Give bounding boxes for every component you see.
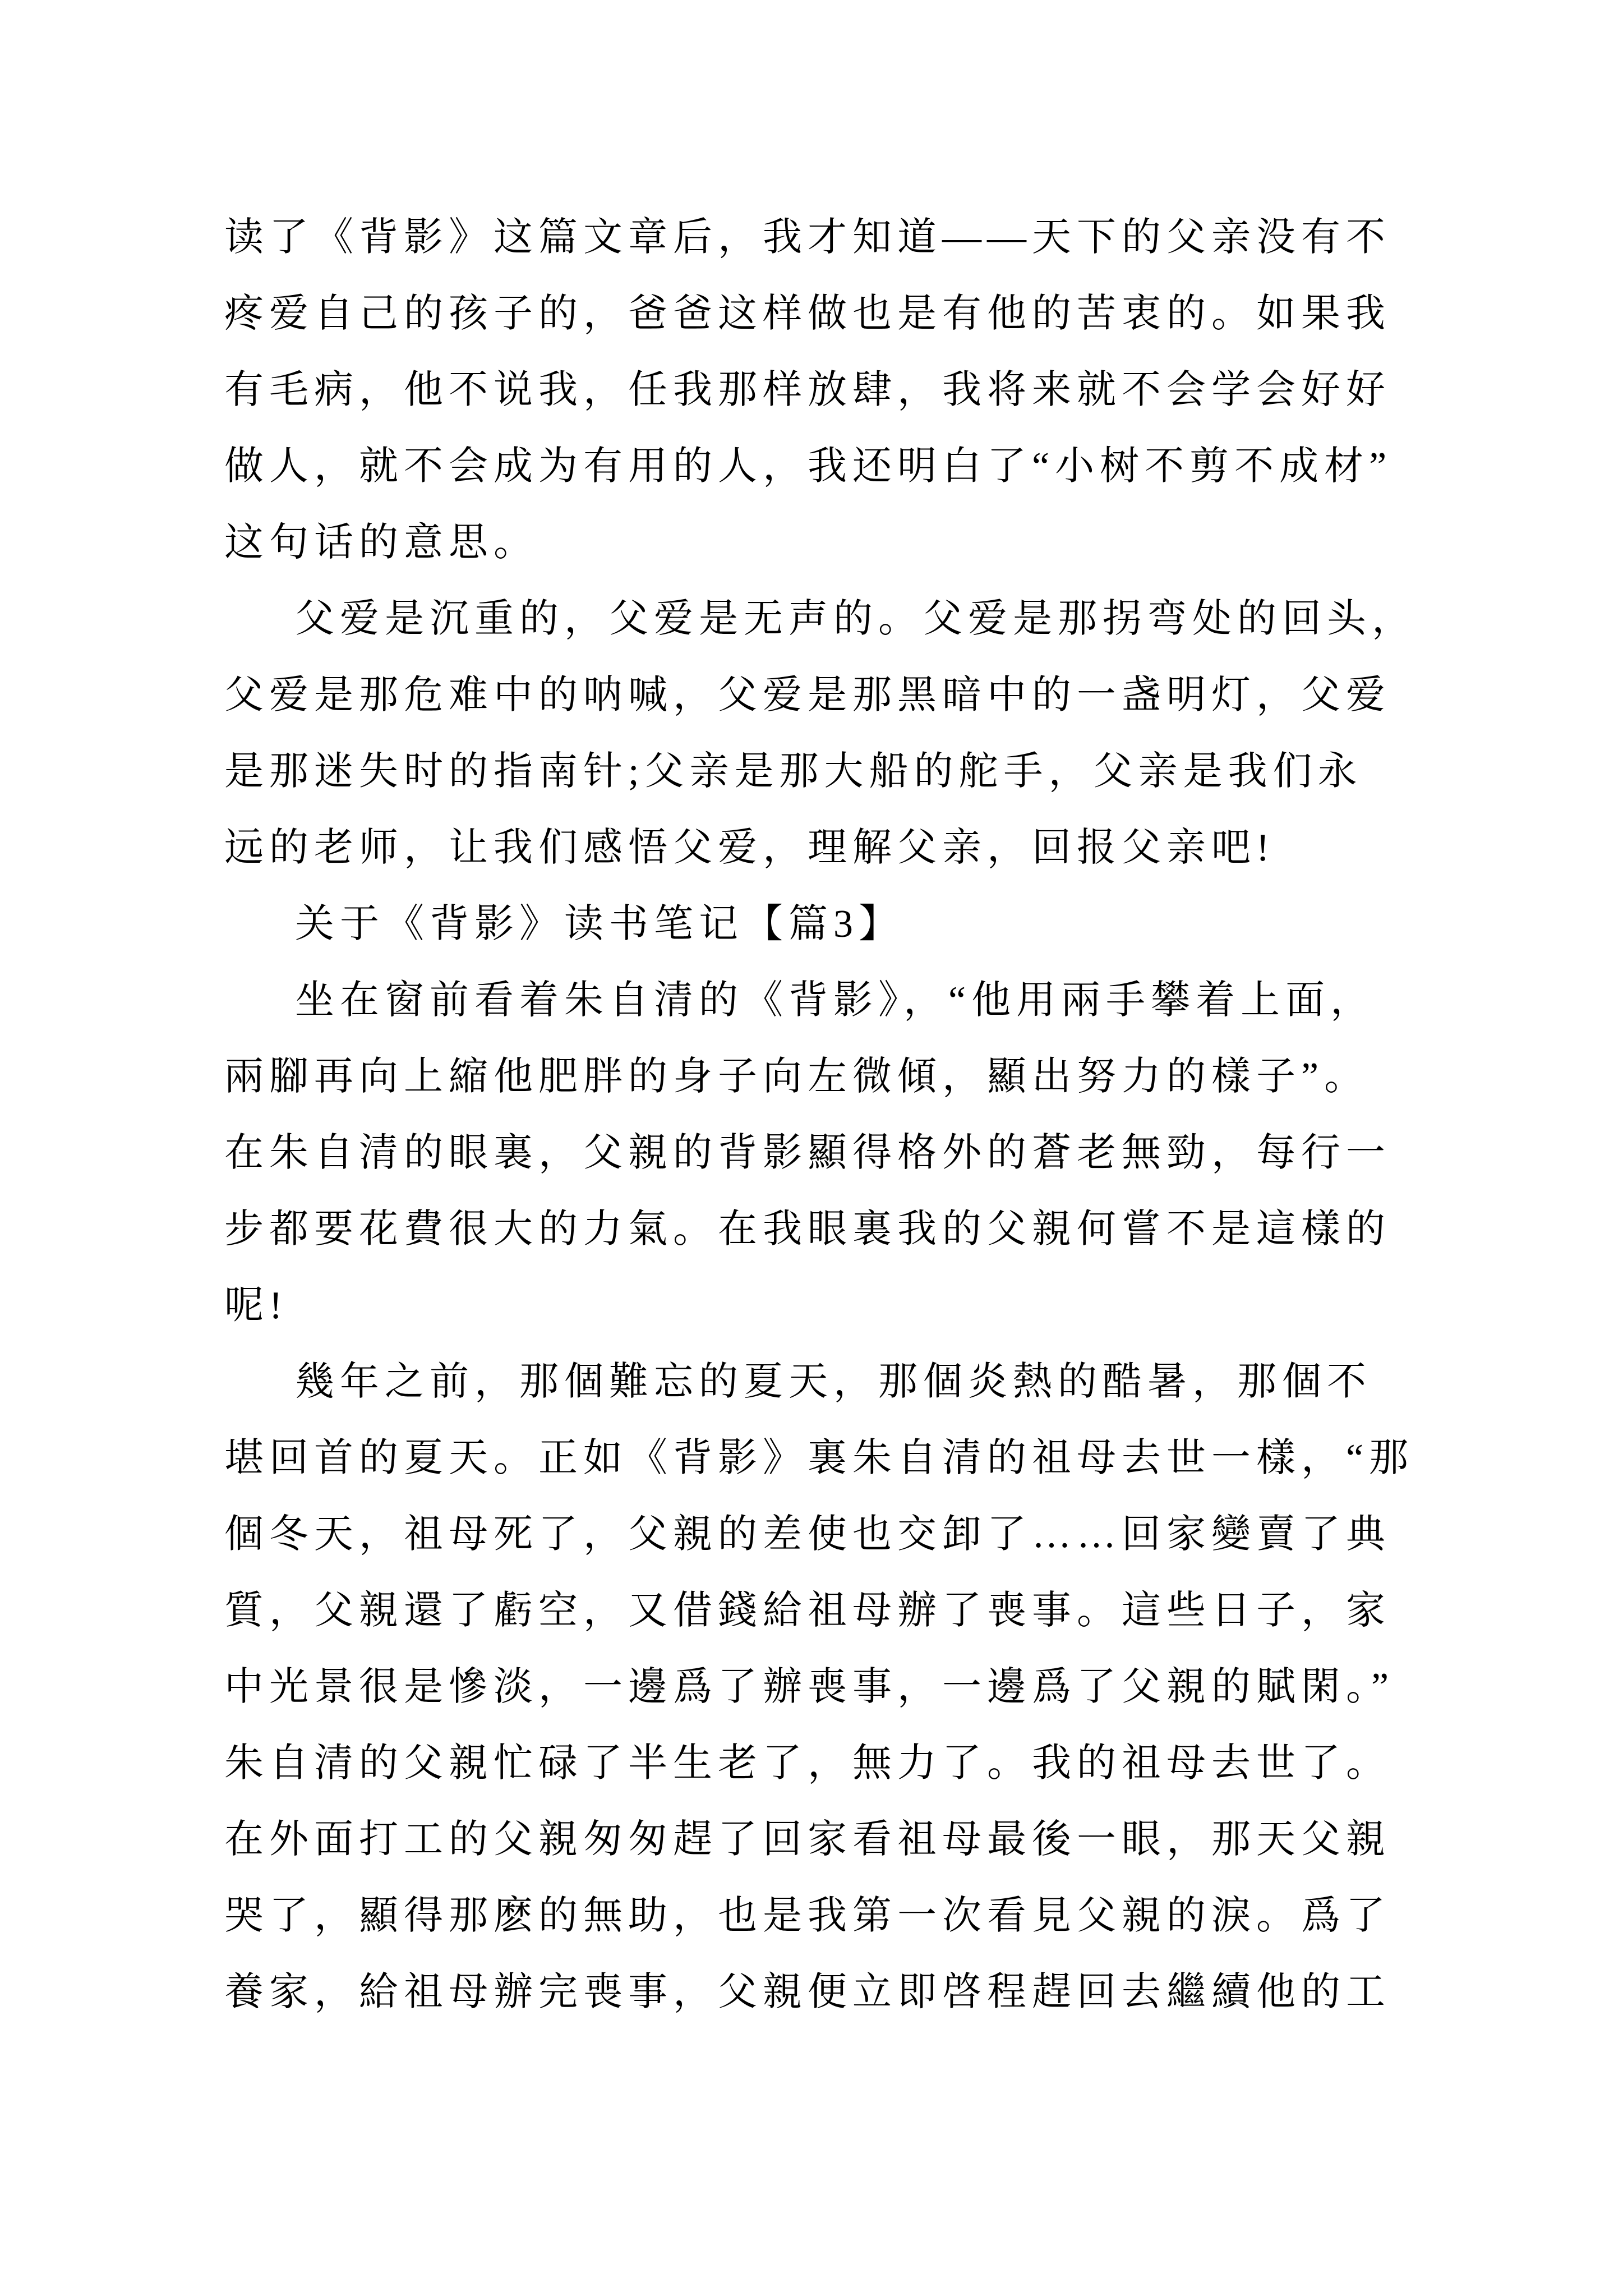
text-line: 这句话的意思。 (224, 521, 538, 564)
text-line: 步都要花費很大的力氣。在我眼裏我的父親何嘗不是這樣的 (224, 1208, 1391, 1251)
text-line: 幾年之前，那個難忘的夏天，那個炎熱的酷暑，那個不 (295, 1360, 1372, 1404)
text-line: 做人，就不会成为有用的人，我还明白了“小树不剪不成材” (224, 445, 1393, 488)
text-line: 呢! (224, 1284, 288, 1327)
text-line: 有毛病，他不说我，任我那样放肆，我将来就不会学会好好 (224, 369, 1391, 412)
text-line: 質，父親還了虧空，又借錢給祖母辦了喪事。這些日子，家 (224, 1589, 1391, 1632)
text-line: 哭了，顯得那麽的無助，也是我第一次看見父親的淚。爲了 (224, 1894, 1391, 1938)
text-line: 朱自清的父親忙碌了半生老了，無力了。我的祖母去世了。 (224, 1742, 1391, 1785)
text-line: 是那迷失时的指南针;父亲是那大船的舵手，父亲是我们永 (224, 750, 1363, 793)
document-body (224, 200, 1417, 2031)
text-line: 兩腳再向上縮他肥胖的身子向左微傾，顯出努力的樣子”。 (224, 1055, 1370, 1098)
text-line: 父爱是那危难中的呐喊，父爱是那黑暗中的一盏明灯，父爱 (224, 674, 1391, 717)
text-line: 堪回首的夏天。正如《背影》裏朱自清的祖母去世一樣，“那 (224, 1437, 1414, 1480)
text-line: 在朱自清的眼裏，父親的背影顯得格外的蒼老無勁，每行一 (224, 1131, 1391, 1175)
text-line: 疼爱自己的孩子的，爸爸这样做也是有他的苦衷的。如果我 (224, 292, 1391, 335)
text-line: 養家，給祖母辦完喪事，父親便立即啓程趕回去繼續他的工 (224, 1971, 1391, 2014)
text-line: 父爱是沉重的，父爱是无声的。父爱是那拐弯处的回头， (295, 597, 1417, 641)
text-line: 中光景很是慘淡，一邊爲了辦喪事，一邊爲了父親的賦閑。” (224, 1665, 1395, 1709)
text-line: 個冬天，祖母死了，父親的差使也交卸了……回家變賣了典 (224, 1513, 1391, 1556)
text-line: 读了《背影》这篇文章后，我才知道——天下的父亲没有不 (224, 216, 1391, 259)
section-heading: 关于《背影》读书笔记【篇3】 (295, 903, 903, 946)
text-line: 在外面打工的父親匆匆趕了回家看祖母最後一眼，那天父親 (224, 1818, 1391, 1861)
text-line: 远的老师，让我们感悟父爱，理解父亲，回报父亲吧! (224, 826, 1275, 869)
text-line: 坐在窗前看着朱自清的《背影》，“他用兩手攀着上面， (295, 979, 1376, 1022)
